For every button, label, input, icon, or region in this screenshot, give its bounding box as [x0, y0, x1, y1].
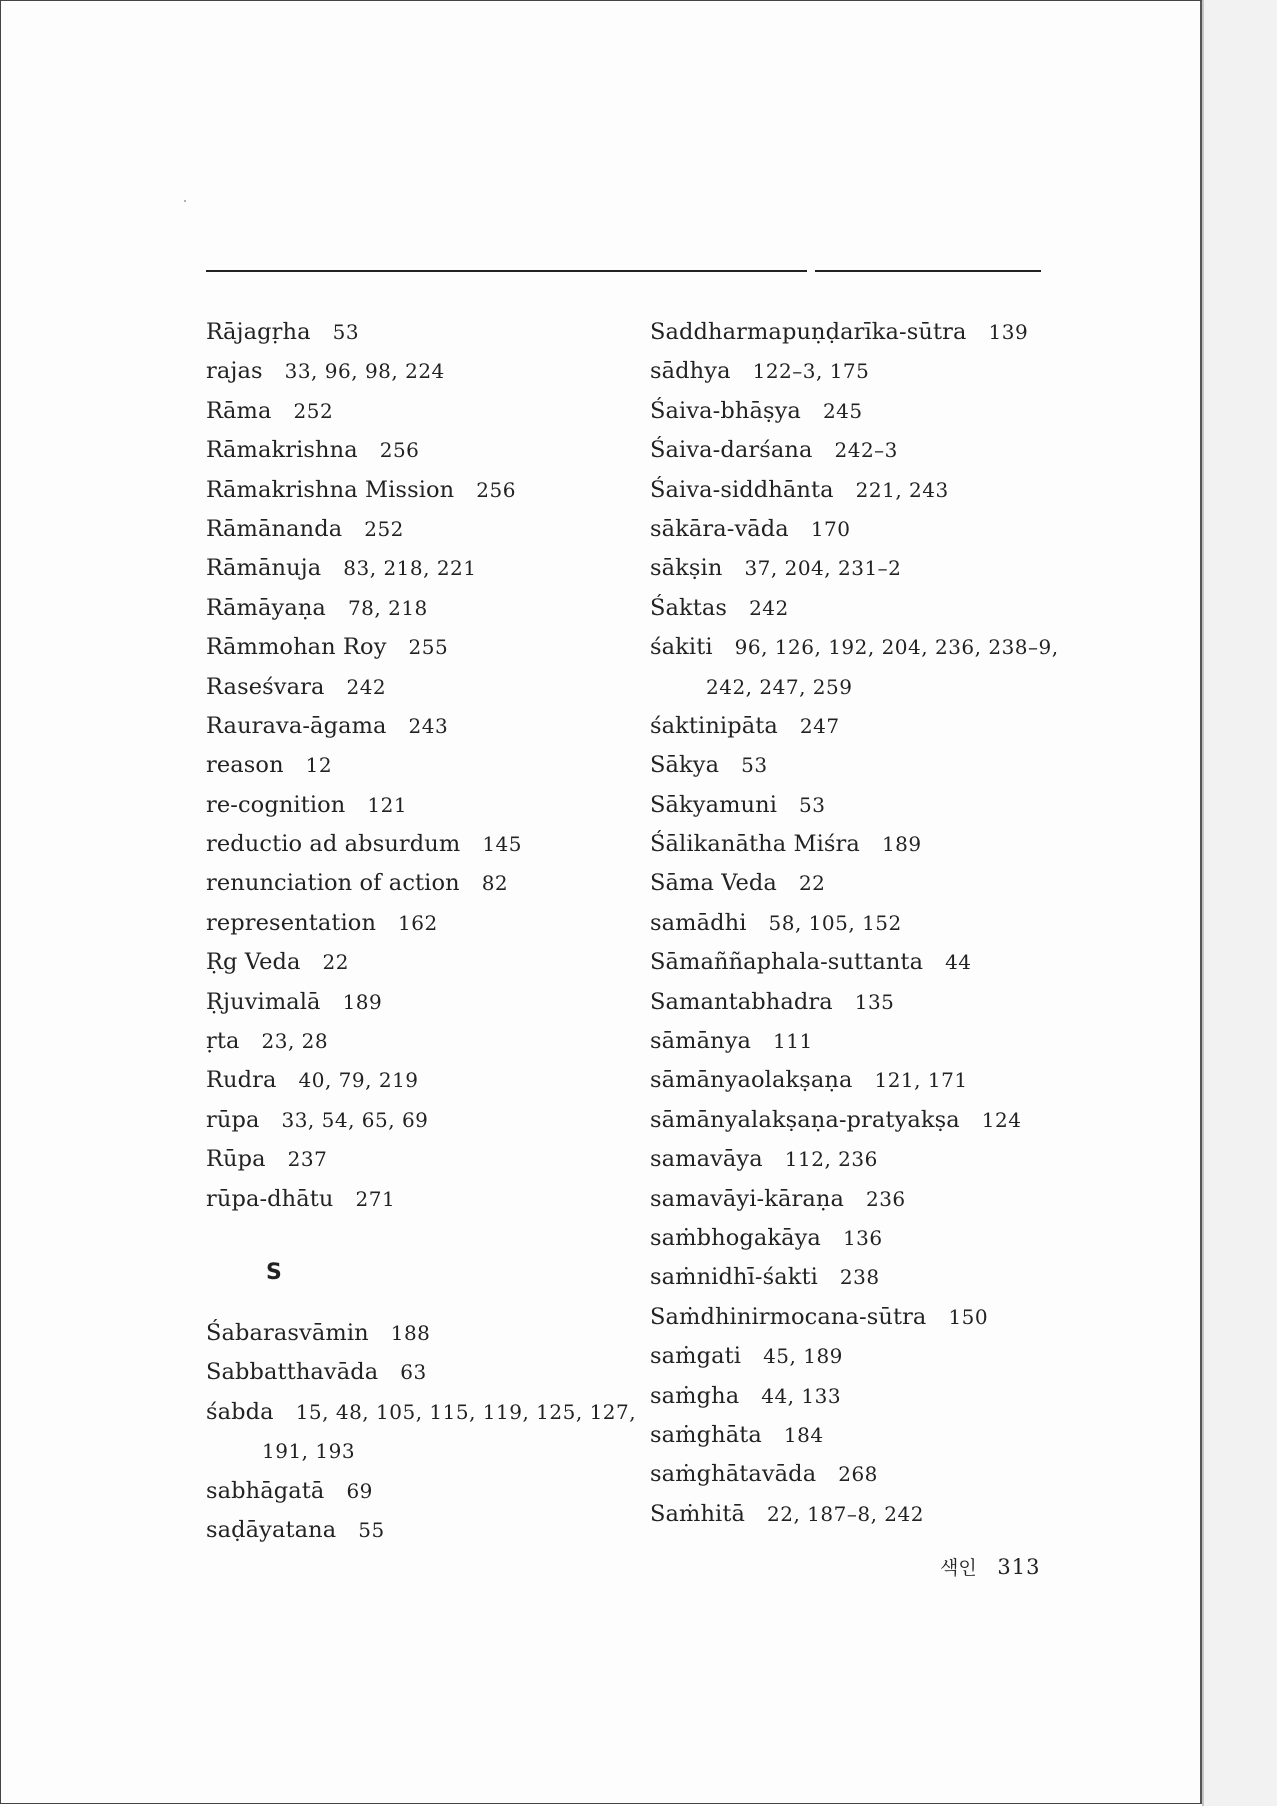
index-entry	[650, 510, 1090, 549]
entry-term: śaktinipāta	[650, 712, 778, 739]
entry-term: Śaktas	[650, 594, 728, 621]
index-entry	[206, 431, 626, 470]
entry-pages: 256	[476, 477, 516, 502]
index-entry	[650, 549, 1090, 588]
entry-term: Sabbatthavāda	[206, 1359, 379, 1386]
entry-pages: 96, 126, 192, 204, 236, 238–9,	[734, 635, 1059, 660]
entry-term: sākṣin	[650, 555, 723, 582]
entry-pages: 15, 48, 105, 115, 119, 125, 127,	[295, 1399, 637, 1424]
entry-pages: 83, 218, 221	[343, 556, 477, 581]
entry-term: Rāmānuja	[206, 555, 322, 582]
entry-term: saṁgati	[650, 1343, 742, 1370]
entry-term: Rudra	[206, 1067, 277, 1094]
index-entry	[206, 786, 626, 825]
index-entry	[650, 313, 1090, 352]
index-entry	[650, 786, 1090, 825]
entry-term: saṁbhogakāya	[650, 1224, 821, 1251]
entry-term: Śaiva-siddhānta	[650, 476, 834, 503]
entry-term: Raseśvara	[206, 673, 325, 700]
index-entry	[650, 1061, 1090, 1100]
entry-pages: 78, 218	[347, 595, 428, 620]
index-entry	[206, 1101, 626, 1140]
entry-pages: 256	[379, 438, 420, 463]
entry-term: Samantabhadra	[650, 988, 833, 1015]
index-entry	[650, 943, 1090, 982]
entry-term: saṁgha	[650, 1382, 740, 1409]
entry-term: Rāmānanda	[206, 515, 343, 542]
entry-pages: 184	[783, 1422, 824, 1447]
entry-term: sādhya	[650, 358, 731, 385]
index-entry	[206, 510, 626, 549]
entry-pages: 53	[799, 792, 826, 817]
entry-term: sāmānyaolakṣaṇa	[650, 1067, 853, 1094]
entry-pages: 37, 204, 231–2	[744, 556, 902, 581]
entry-pages: 268	[838, 1462, 878, 1487]
page-number: 313	[997, 1555, 1041, 1579]
entry-term: Śālikanātha Miśra	[650, 831, 860, 858]
entry-term: sāmānyalakṣaṇa-pratyakṣa	[650, 1106, 960, 1133]
index-entry	[206, 707, 626, 746]
entry-term: reductio ad absurdum	[206, 831, 461, 858]
entry-term: Ṛjuvimalā	[206, 988, 321, 1015]
index-entry	[650, 904, 1090, 943]
entry-pages: 252	[293, 398, 334, 423]
entry-pages: 121, 171	[874, 1068, 968, 1093]
index-entry	[206, 746, 626, 785]
entry-term: Raurava-āgama	[206, 712, 387, 739]
index-entry	[650, 471, 1090, 510]
index-entry	[206, 1022, 626, 1061]
entry-term: Sāma Veda	[650, 870, 777, 897]
entry-pages: 122–3, 175	[752, 359, 870, 384]
entry-pages: 55	[358, 1517, 385, 1542]
index-entry	[206, 392, 626, 431]
entry-pages: 44, 133	[761, 1383, 842, 1408]
entry-term: representation	[206, 909, 377, 936]
entry-pages: 22	[322, 950, 349, 975]
entry-pages: 191, 193	[262, 1439, 356, 1464]
entry-term: saḍāyatana	[206, 1516, 337, 1543]
index-entry	[206, 549, 626, 588]
entry-term: Sāmaññaphala-suttanta	[650, 949, 924, 976]
entry-pages: 238	[839, 1265, 880, 1290]
page-footer	[940, 1553, 1041, 1580]
index-entry-continuation	[206, 1432, 626, 1471]
index-column-left	[206, 313, 637, 1550]
index-entry	[206, 1140, 626, 1179]
index-entry	[650, 1180, 1090, 1219]
index-entry	[206, 825, 626, 864]
index-entry	[206, 1314, 626, 1353]
entry-term: samavāyi-kāraṇa	[650, 1185, 844, 1212]
index-entry	[650, 392, 1090, 431]
entry-term: rūpa-dhātu	[206, 1185, 334, 1212]
viewer-background	[1204, 0, 1277, 1806]
entry-pages: 252	[364, 516, 404, 541]
index-entry	[650, 864, 1090, 903]
index-entry	[206, 864, 626, 903]
index-entry	[650, 746, 1090, 785]
index-entry	[206, 471, 626, 510]
index-entry	[650, 1298, 1090, 1337]
entry-term: rajas	[206, 358, 263, 385]
index-entry	[206, 1353, 626, 1392]
entry-term: Sākya	[650, 752, 720, 779]
entry-term: Rāmakrishna Mission	[206, 476, 455, 503]
index-entry	[206, 313, 626, 352]
entry-pages: 237	[287, 1147, 328, 1172]
index-entry-continuation	[650, 668, 1090, 707]
entry-pages: 63	[400, 1360, 427, 1385]
index-entry	[650, 707, 1090, 746]
entry-term: Rūpa	[206, 1146, 266, 1173]
index-entry	[206, 943, 626, 982]
index-entry	[650, 1140, 1090, 1179]
entry-term: Sākyamuni	[650, 791, 778, 818]
entry-pages: 53	[332, 320, 360, 344]
index-column-right	[650, 313, 1090, 1534]
entry-term: Śaiva-bhāṣya	[650, 397, 801, 424]
entry-pages: 69	[346, 1478, 373, 1503]
entry-pages: 135	[854, 989, 895, 1014]
index-entry	[650, 1455, 1090, 1494]
entry-term: samādhi	[650, 909, 747, 936]
entry-term: re-cognition	[206, 791, 346, 818]
entry-pages: 22	[798, 871, 826, 896]
entry-pages: 247	[799, 713, 840, 738]
entry-pages: 242	[346, 674, 387, 699]
entry-pages: 44	[945, 950, 972, 975]
entry-pages: 112, 236	[784, 1147, 878, 1172]
entry-pages: 242, 247, 259	[706, 674, 853, 699]
entry-term: Śaiva-darśana	[650, 437, 813, 464]
entry-pages: 255	[408, 635, 449, 660]
entry-pages: 170	[810, 516, 851, 541]
index-entry	[206, 1472, 626, 1511]
entry-pages: 271	[355, 1186, 396, 1211]
entry-term: samavāya	[650, 1146, 763, 1173]
entry-term: saṁghātavāda	[650, 1461, 817, 1488]
index-entry	[650, 1337, 1090, 1376]
entry-term: rūpa	[206, 1106, 260, 1133]
index-entry	[650, 589, 1090, 628]
entry-term: Saddharmapuṇḍarīka-sūtra	[650, 319, 967, 345]
section-letter-heading: S	[266, 1259, 282, 1285]
entry-term: sāmānya	[650, 1028, 752, 1055]
index-entry	[206, 1393, 637, 1432]
entry-pages: 242	[749, 595, 789, 620]
index-entry	[650, 1377, 1090, 1416]
index-entry	[650, 1258, 1090, 1297]
index-entry	[650, 431, 1090, 470]
entry-term: Ṛg Veda	[206, 949, 301, 976]
entry-term: śabda	[206, 1398, 274, 1425]
entry-pages: 23, 28	[261, 1029, 329, 1054]
entry-pages: 245	[822, 398, 863, 423]
entry-term: saṁnidhī-śakti	[650, 1264, 818, 1291]
index-entry	[206, 628, 626, 667]
entry-pages: 236	[865, 1186, 906, 1211]
index-entry	[206, 352, 626, 391]
index-entry	[650, 1101, 1090, 1140]
entry-pages: 124	[981, 1107, 1022, 1132]
header-rule-right	[815, 270, 1041, 272]
entry-pages: 12	[305, 753, 333, 778]
entry-term: sākāra-vāda	[650, 515, 789, 542]
entry-pages: 145	[482, 832, 522, 857]
entry-pages: 58, 105, 152	[768, 910, 902, 935]
entry-pages: 82	[481, 871, 509, 896]
entry-pages: 221, 243	[855, 477, 949, 502]
index-label: 색인	[940, 1557, 977, 1579]
entry-pages: 242–3	[834, 438, 898, 463]
index-entry	[650, 983, 1090, 1022]
index-entry	[650, 1219, 1090, 1258]
index-entry	[650, 1022, 1090, 1061]
entry-term: Rāmmohan Roy	[206, 634, 387, 661]
entry-pages: 45, 189	[763, 1344, 843, 1369]
entry-term: Śabarasvāmin	[206, 1319, 369, 1346]
entry-term: Saṁdhinirmocana-sūtra	[650, 1303, 927, 1330]
entry-pages: 136	[842, 1225, 883, 1250]
entry-term: śakiti	[650, 634, 713, 661]
entry-term: Rāmakrishna	[206, 437, 358, 464]
index-entry	[206, 1180, 626, 1219]
entry-pages: 121	[367, 792, 408, 817]
entry-pages: 111	[773, 1029, 813, 1054]
entry-term: saṁghāta	[650, 1421, 762, 1448]
entry-pages: 162	[398, 910, 438, 935]
index-entry	[650, 1416, 1090, 1455]
entry-term: sabhāgatā	[206, 1477, 325, 1504]
entry-pages: 139	[988, 320, 1029, 344]
index-entry	[650, 628, 1090, 667]
entry-term: Rāmāyaṇa	[206, 594, 326, 621]
index-entry	[650, 352, 1090, 391]
index-entry	[206, 904, 626, 943]
entry-term: reason	[206, 752, 284, 779]
index-entry	[650, 1495, 1090, 1534]
index-entry	[206, 668, 626, 707]
scan-speck	[184, 200, 186, 202]
entry-pages: 40, 79, 219	[298, 1068, 419, 1093]
entry-term: Rājagṛha	[206, 319, 311, 345]
index-entry	[650, 825, 1090, 864]
entry-pages: 150	[948, 1304, 989, 1329]
entry-term: renunciation of action	[206, 870, 460, 897]
index-entry	[206, 983, 626, 1022]
entry-term: Rāma	[206, 397, 272, 424]
header-rule-left	[206, 270, 807, 272]
entry-pages: 243	[408, 713, 449, 738]
index-entry	[206, 1511, 626, 1550]
entry-pages: 189	[342, 989, 383, 1014]
entry-pages: 53	[741, 753, 768, 778]
entry-pages: 188	[390, 1320, 431, 1345]
index-entry	[206, 589, 626, 628]
index-entry	[206, 1061, 626, 1100]
entry-term: ṛta	[206, 1028, 240, 1055]
entry-term: Saṁhitā	[650, 1500, 746, 1527]
entry-pages: 189	[881, 832, 922, 857]
entry-pages: 33, 54, 65, 69	[281, 1107, 429, 1132]
entry-pages: 33, 96, 98, 224	[284, 359, 445, 384]
entry-pages: 22, 187–8, 242	[767, 1501, 924, 1526]
